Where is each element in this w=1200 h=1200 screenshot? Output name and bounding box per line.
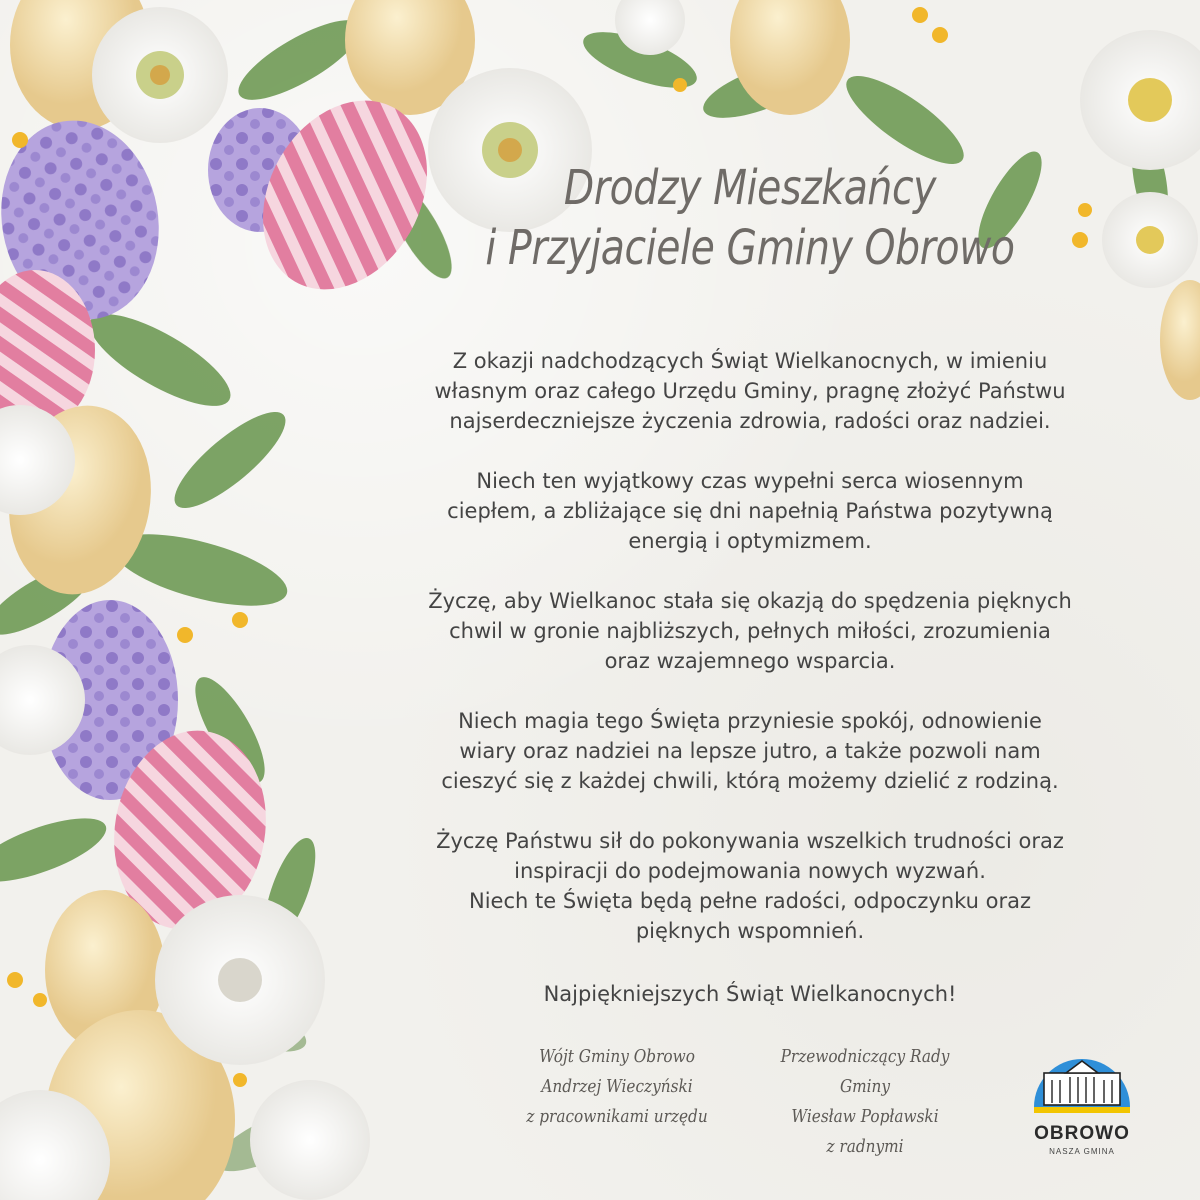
paragraph-line: chwil w gronie najbliższych, pełnych miłości, zrozumienia [449, 619, 1051, 643]
paragraph [340, 466, 1160, 556]
white-flower-icon [250, 1080, 370, 1200]
signature-role: Przewodniczący Rady Gminy [780, 1046, 950, 1097]
paragraph-line: energią i optymizmem. [628, 529, 872, 553]
yellow-bud-icon [233, 1073, 247, 1087]
paragraph-line: Niech te Święta będą pełne radości, odpoczynku oraz [469, 889, 1031, 913]
yellow-bud-icon [673, 78, 687, 92]
paragraph-line: Z okazji nadchodzących Świąt Wielkanocnych, w imieniu [452, 349, 1048, 373]
title-line-1: Drodzy Mieszkańcy [563, 160, 937, 216]
paragraph-line: najserdeczniejsze życzenia zdrowia, radości oraz nadziei. [449, 409, 1051, 433]
signature-przewodniczacy [755, 1042, 976, 1162]
paragraph-line: Niech magia tego Święta przyniesie spokój, odnowienie [458, 709, 1042, 733]
logo-name: OBROWO [1034, 1123, 1130, 1144]
yellow-bud-icon [1072, 232, 1088, 248]
yellow-bud-icon [177, 627, 193, 643]
signature-name: Andrzej Wieczyński [541, 1076, 693, 1097]
closing-wish: Najpiękniejszych Świąt Wielkanocnych! [543, 982, 957, 1006]
signature-role: Wójt Gminy Obrowo [539, 1046, 695, 1067]
signature-note: z radnymi [826, 1136, 904, 1157]
green-leaf-icon [162, 398, 298, 522]
paragraph-line: ciepłem, a zbliżające się dni napełnią Państwa pozytywną [447, 499, 1053, 523]
paragraph-line: oraz wzajemnego wsparcia. [604, 649, 896, 673]
title-line-2: i Przyjaciele Gminy Obrowo [485, 220, 1015, 276]
paragraph-line: pięknych wspomnień. [635, 919, 865, 943]
easter-egg-yellow-icon [1160, 280, 1200, 400]
yellow-bud-icon [33, 993, 47, 1007]
yellow-bud-icon [7, 972, 23, 988]
white-flower-icon [1080, 30, 1200, 170]
signature-note: z pracownikami urzędu [526, 1106, 708, 1127]
paragraph-line: inspiracji do podejmowania nowych wyzwań. [514, 859, 986, 883]
paragraph-line: cieszyć się z każdej chwili, którą możemy dzielić z rodziną. [441, 769, 1059, 793]
paragraph-line: wiary oraz nadziei na lepsze jutro, a także pozwoli nam [459, 739, 1041, 763]
paragraph-line: Życzę Państwu sił do pokonywania wszelkich trudności oraz [436, 829, 1064, 853]
greeting-title [479, 158, 1020, 278]
yellow-bud-icon [932, 27, 948, 43]
paragraph [340, 826, 1160, 946]
signature-wojt [507, 1042, 728, 1132]
paragraph-line: Życzę, aby Wielkanoc stała się okazją do spędzenia pięknych [428, 589, 1072, 613]
white-flower-icon [1102, 192, 1198, 288]
paragraph [340, 346, 1160, 436]
paragraph [340, 706, 1160, 796]
white-flower-icon [92, 7, 228, 143]
signature-name: Wiesław Popławski [791, 1106, 939, 1127]
white-flower-icon [155, 895, 325, 1065]
yellow-bud-icon [232, 612, 248, 628]
paragraph [340, 586, 1160, 676]
yellow-bud-icon [1078, 203, 1092, 217]
greeting-body [340, 346, 1160, 976]
green-leaf-icon [0, 805, 113, 894]
logo-subtitle: NASZA GMINA [1049, 1147, 1115, 1156]
paragraph-line: Niech ten wyjątkowy czas wypełni serca wiosennym [476, 469, 1024, 493]
paragraph-line: własnym oraz całego Urzędu Gminy, pragnę złożyć Państwu [434, 379, 1066, 403]
yellow-bud-icon [912, 7, 928, 23]
yellow-bud-icon [12, 132, 28, 148]
